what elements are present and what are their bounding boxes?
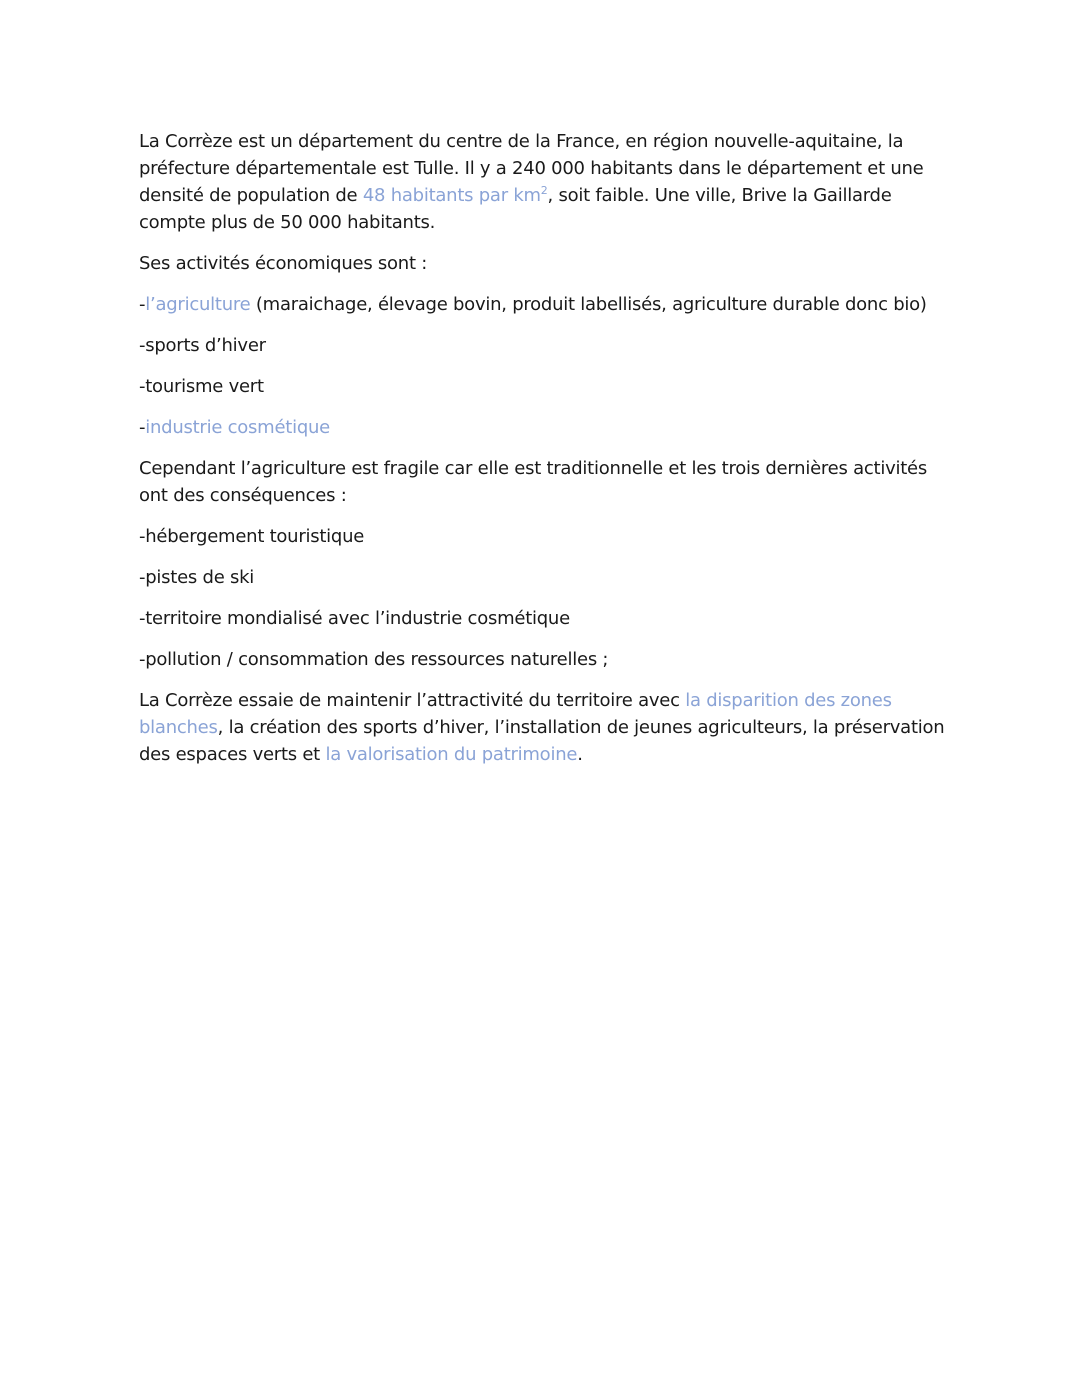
agriculture-details: (maraichage, élevage bovin, produit labellisés, agriculture durable donc bio) bbox=[250, 294, 927, 315]
density-text: 48 habitants par km bbox=[362, 185, 541, 206]
activity-item-cosmetics bbox=[139, 414, 959, 441]
activity-item-sports: -sports d’hiver bbox=[139, 335, 266, 356]
consequence-item: -territoire mondialisé avec l’industrie cosmétique bbox=[139, 608, 570, 629]
consequences-intro: Cependant l’agriculture est fragile car elle est traditionnelle et les trois dernières activités ont des conséquences : bbox=[139, 458, 927, 506]
consequence-item: -pistes de ski bbox=[139, 567, 255, 588]
activity-item-agriculture bbox=[139, 291, 959, 318]
intro-text-2: , soit faible. Une ville, Brive la Gaillarde compte plus de 50 000 habitants. bbox=[139, 185, 892, 233]
intro-paragraph bbox=[139, 128, 959, 236]
list-dash: - bbox=[139, 417, 146, 438]
consequence-item: -hébergement touristique bbox=[139, 526, 365, 547]
activity-item-tourism: -tourisme vert bbox=[139, 376, 264, 397]
density-highlight bbox=[363, 185, 548, 206]
activities-heading: Ses activités économiques sont : bbox=[139, 253, 428, 274]
conclusion-paragraph bbox=[139, 687, 959, 768]
zones-blanches-highlight: la disparition des zones blanches bbox=[139, 690, 892, 738]
list-dash: - bbox=[139, 294, 146, 315]
intro-text-1: La Corrèze est un département du centre de la France, en région nouvelle-aquitaine, la préfecture départementale est Tulle. Il y a 240 000 habitants dans le département et une densité de population de bbox=[139, 131, 924, 206]
patrimoine-highlight: la valorisation du patrimoine bbox=[325, 744, 578, 765]
density-superscript: 2 bbox=[540, 184, 548, 197]
conclusion-text-3: . bbox=[577, 744, 583, 765]
agriculture-highlight: l’agriculture bbox=[145, 294, 251, 315]
conclusion-text-2: , la création des sports d’hiver, l’installation de jeunes agriculteurs, la préservation des espaces verts et bbox=[139, 717, 945, 765]
document-page bbox=[139, 128, 959, 782]
cosmetics-highlight: industrie cosmétique bbox=[145, 417, 330, 438]
conclusion-text-1: La Corrèze essaie de maintenir l’attractivité du territoire avec bbox=[139, 690, 686, 711]
consequence-item: -pollution / consommation des ressources naturelles ; bbox=[139, 649, 609, 670]
